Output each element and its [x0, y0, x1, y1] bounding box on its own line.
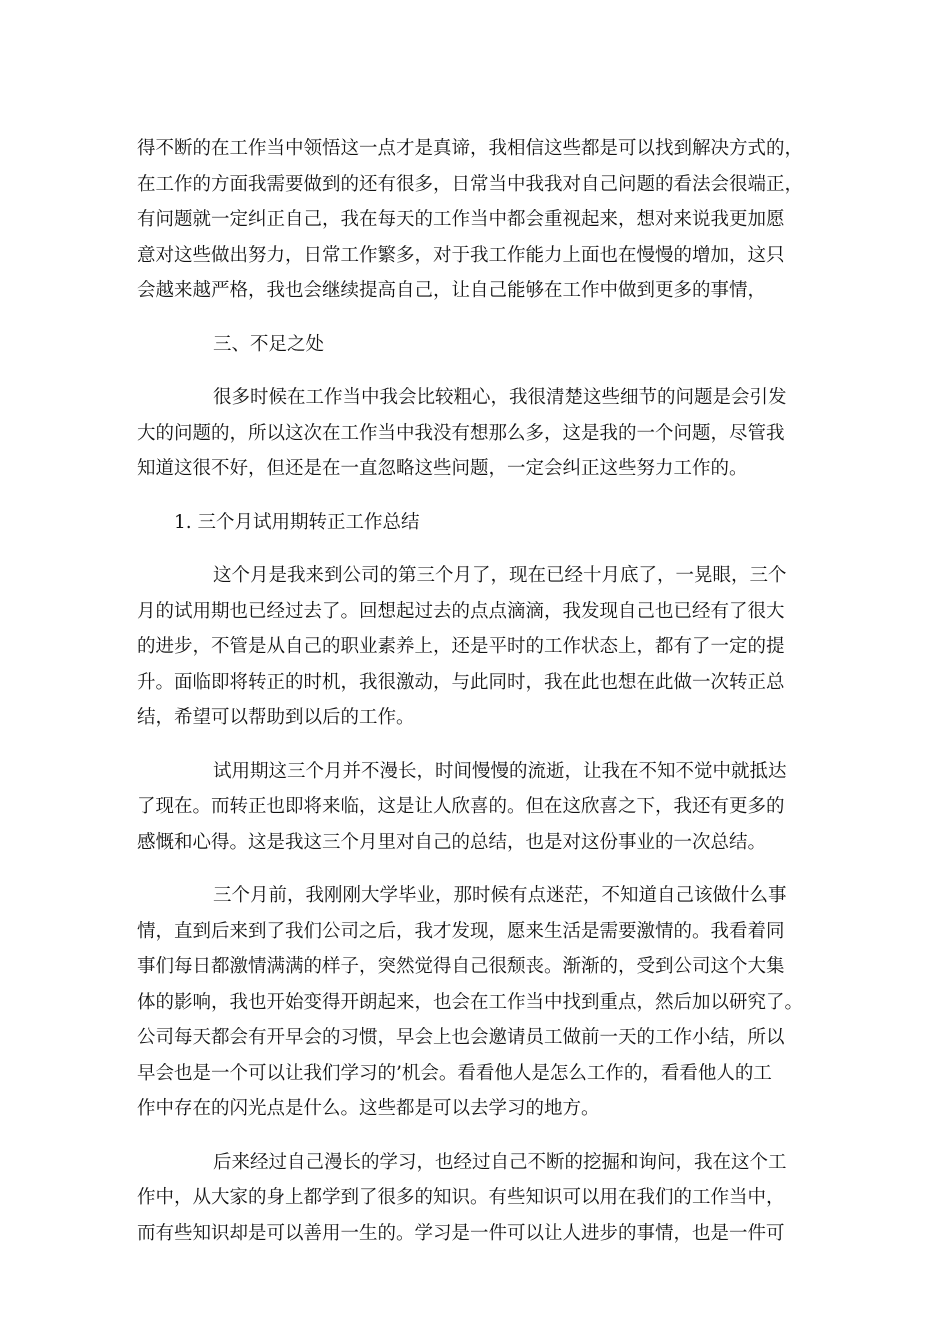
list-item-text: 1. 三个月试用期转正工作总结 — [174, 511, 420, 533]
text-line: 试用期这三个月并不漫长，时间慢慢的流逝，让我在不知不觉中就抵达 — [213, 760, 787, 782]
text-line: 在工作的方面我需要做到的还有很多，日常当中我我对自己问题的看法会很端正， — [137, 173, 804, 195]
text-line: 得不断的在工作当中领悟这一点才是真谛，我相信这些都是可以找到解决方式的， — [137, 138, 804, 159]
text-line: 作中，从大家的身上都学到了很多的知识。有些知识可以用在我们的工作当中， — [137, 1187, 785, 1208]
section-heading — [137, 327, 817, 363]
text-line: 知道这很不好，但还是在一直忽略这些问题，一定会纠正这些努力工作的。 — [137, 458, 748, 479]
text-line: 了现在。而转正也即将来临，这是让人欣喜的。但在这欣喜之下，我还有更多的 — [137, 796, 785, 817]
list-heading — [137, 505, 817, 541]
paragraph-continuation — [137, 131, 817, 309]
text-line: 情，直到后来到了我们公司之后，我才发现，愿来生活是需要激情的。我看着同 — [137, 920, 785, 942]
paragraph — [137, 380, 817, 487]
paragraph — [137, 1145, 817, 1252]
text-line: 很多时候在工作当中我会比较粗心，我很清楚这些细节的问题是会引发 — [213, 387, 787, 408]
paragraph — [137, 878, 817, 1127]
text-line: 的进步，不管是从自己的职业素养上，还是平时的工作状态上，都有了一定的提 — [137, 636, 785, 657]
text-line: 有问题就一定纠正自己，我在每天的工作当中都会重视起来，想对来说我更加愿 — [137, 209, 785, 230]
text-line: 公司每天都会有开早会的习惯，早会上也会邀请员工做前一天的工作小结，所以 — [137, 1027, 785, 1048]
text-line: 升。面临即将转正的时机，我很激动，与此同时，我在此也想在此做一次转正总 — [137, 671, 785, 693]
text-line: 意对这些做出努力，日常工作繁多，对于我工作能力上面也在慢慢的增加，这只 — [137, 244, 785, 266]
heading-text: 三、不足之处 — [213, 333, 325, 355]
text-line: 结，希望可以帮助到以后的工作。 — [137, 707, 415, 728]
paragraph — [137, 558, 817, 736]
text-line: 感慨和心得。这是我这三个月里对自己的总结，也是对这份事业的一次总结。 — [137, 831, 767, 853]
text-line: 后来经过自己漫长的学习，也经过自己不断的挖掘和询问，我在这个工 — [213, 1151, 787, 1173]
paragraph — [137, 754, 817, 861]
text-line: 三个月前，我刚刚大学毕业，那时候有点迷茫，不知道自己该做什么事 — [213, 885, 787, 906]
text-line: 早会也是一个可以让我们学习的’机会。看看他人是怎么工作的，看看他人的工 — [137, 1062, 772, 1084]
text-line: 会越来越严格，我也会继续提高自己，让自己能够在工作中做到更多的事情， — [137, 280, 767, 301]
text-line: 体的影响，我也开始变得开朗起来，也会在工作当中找到重点，然后加以研究了。 — [137, 991, 804, 1013]
text-line: 事们每日都激情满满的样子，突然觉得自己很颓丧。渐渐的，受到公司这个大集 — [137, 956, 785, 977]
text-line: 而有些知识却是可以善用一生的。学习是一件可以让人进步的事情，也是一件可 — [137, 1222, 785, 1244]
text-line: 这个月是我来到公司的第三个月了，现在已经十月底了，一晃眼，三个 — [213, 565, 787, 586]
text-line: 大的问题的，所以这次在工作当中我没有想那么多，这是我的一个问题，尽管我 — [137, 422, 785, 444]
text-line: 作中存在的闪光点是什么。这些都是可以去学习的地方。 — [137, 1098, 600, 1119]
text-line: 月的试用期也已经过去了。回想起过去的点点滴滴，我发现自己也已经有了很大 — [137, 600, 785, 622]
document-body — [137, 131, 817, 1251]
